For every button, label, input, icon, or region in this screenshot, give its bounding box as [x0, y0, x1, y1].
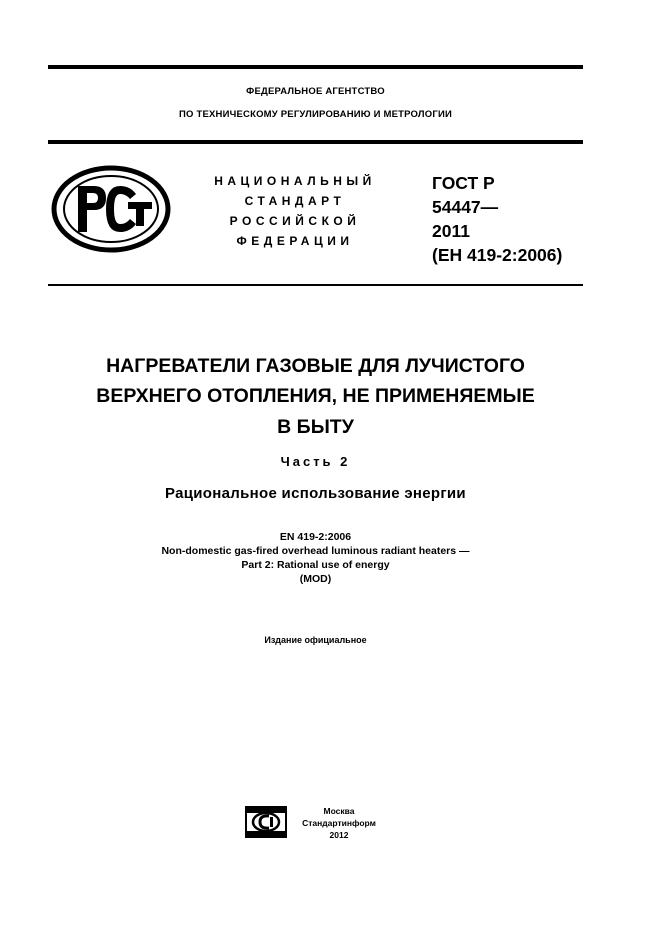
en-standard-code: EN 419-2:2006	[279, 531, 352, 543]
agency-line-2: ПО ТЕХНИЧЕСКОМУ РЕГУЛИРОВАНИЮ И МЕТРОЛОГИИ	[179, 109, 452, 120]
gost-number-line-3: 2011	[432, 221, 470, 241]
gost-number-line-1: ГОСТ Р	[432, 173, 495, 193]
national-standard-line-4: ФЕДЕРАЦИИ	[236, 234, 354, 248]
en-title-line-2: Part 2: Rational use of energy	[241, 559, 390, 571]
official-edition-label: Издание официальное	[264, 635, 367, 645]
document-subtitle: Рациональное использование энергии	[165, 485, 466, 502]
gost-r-logo	[50, 164, 172, 254]
national-standard-line-1: НАЦИОНАЛЬНЫЙ	[214, 174, 376, 188]
en-title-line-3: (MOD)	[299, 573, 332, 585]
publication-year: 2012	[329, 830, 349, 840]
agency-line-1: ФЕДЕРАЛЬНОЕ АГЕНТСТВО	[246, 86, 385, 97]
national-standard-line-2: СТАНДАРТ	[244, 194, 346, 208]
document-title-line-1: НАГРЕВАТЕЛИ ГАЗОВЫЕ ДЛЯ ЛУЧИСТОГО	[106, 355, 525, 377]
national-standard-line-3: РОССИЙСКОЙ	[229, 214, 361, 228]
gost-number-line-2: 54447—	[432, 197, 499, 217]
standartinform-logo	[245, 806, 287, 838]
part-number: Часть 2	[280, 454, 351, 469]
top-rule	[48, 65, 583, 69]
publisher-city: Москва	[323, 806, 355, 816]
en-title-line-1: Non-domestic gas-fired overhead luminous radiant heaters —	[161, 545, 470, 557]
header-bottom-rule	[48, 140, 583, 144]
document-title-line-3: В БЫТУ	[277, 416, 354, 438]
document-title-line-2: ВЕРХНЕГО ОТОПЛЕНИЯ, НЕ ПРИМЕНЯЕМЫЕ	[96, 385, 535, 407]
publisher-name: Стандартинформ	[302, 818, 376, 828]
standard-block-bottom-rule	[48, 284, 583, 286]
gost-number-line-4: (ЕН 419-2:2006)	[432, 245, 563, 265]
